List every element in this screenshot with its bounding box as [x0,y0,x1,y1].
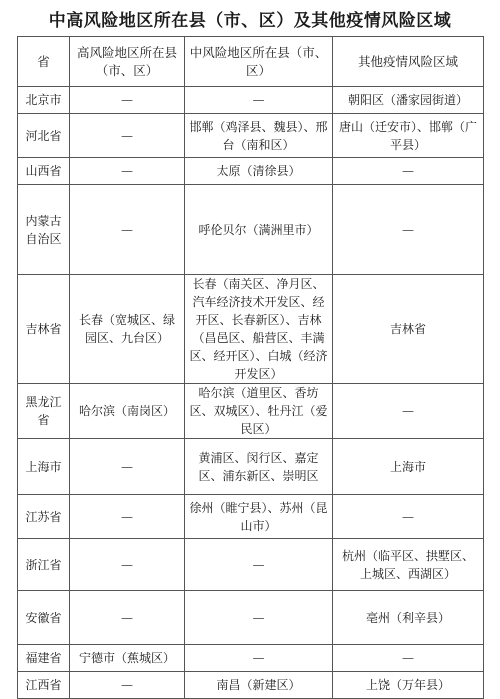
cell-other: 亳州（利辛县） [333,591,484,645]
cell-medium: 长春（南关区、净月区、汽车经济技术开发区、经开区、长春新区）、吉林（昌邑区、船营区、丰满区、经开区）、白城（经济开发区） [185,275,333,384]
cell-high: — [70,539,185,591]
cell-medium: 哈尔滨（道里区、香坊区、双城区）、牡丹江（爱民区） [185,384,333,439]
page-title: 中高风险地区所在县（市、区）及其他疫情风险区域 [48,10,452,31]
cell-medium: 徐州（睢宁县）、苏州（昆山市） [185,495,333,539]
cell-province: 内蒙古自治区 [18,185,70,275]
cell-high: — [70,158,185,185]
table-row [18,384,484,439]
table-row [18,114,484,158]
cell-high: — [70,591,185,645]
cell-province: 浙江省 [18,539,70,591]
cell-medium: — [185,539,333,591]
table-row [18,439,484,495]
cell-other: 上海市 [333,439,484,495]
cell-high: 宁德市（蕉城区） [70,645,185,672]
header-high-risk: 高风险地区所在县（市、区） [70,37,185,87]
table-row [18,672,484,699]
cell-medium: 南昌（新建区） [185,672,333,699]
cell-medium: — [185,87,333,114]
cell-province: 山西省 [18,158,70,185]
cell-province: 黑龙江省 [18,384,70,439]
cell-province: 河北省 [18,114,70,158]
table-row [18,158,484,185]
table-row [18,645,484,672]
cell-other: 朝阳区（潘家园街道） [333,87,484,114]
cell-medium: 黄浦区、闵行区、嘉定区、浦东新区、崇明区 [185,439,333,495]
cell-high: 长春（宽城区、绿园区、九台区） [70,275,185,384]
cell-other: — [333,185,484,275]
table-row [18,539,484,591]
cell-high: — [70,495,185,539]
cell-province: 安徽省 [18,591,70,645]
cell-other: — [333,645,484,672]
table-row [18,591,484,645]
table-row [18,185,484,275]
cell-other: 杭州（临平区、拱墅区、上城区、西湖区） [333,539,484,591]
cell-other: — [333,158,484,185]
table-row [18,275,484,384]
cell-medium: 太原（清徐县） [185,158,333,185]
cell-province: 吉林省 [18,275,70,384]
cell-high: — [70,439,185,495]
table-row [18,87,484,114]
cell-high: 哈尔滨（南岗区） [70,384,185,439]
cell-other: 唐山（迁安市）、邯郸（广平县） [333,114,484,158]
cell-high: — [70,185,185,275]
cell-province: 北京市 [18,87,70,114]
cell-other: 吉林省 [333,275,484,384]
cell-high: — [70,114,185,158]
cell-province: 江西省 [18,672,70,699]
cell-high: — [70,87,185,114]
cell-other: — [333,384,484,439]
cell-medium: 呼伦贝尔（满洲里市） [185,185,333,275]
header-other-risk: 其他疫情风险区域 [333,37,484,87]
cell-province: 上海市 [18,439,70,495]
cell-province: 江苏省 [18,495,70,539]
cell-medium: — [185,645,333,672]
header-province: 省 [18,37,70,87]
cell-province: 福建省 [18,645,70,672]
table-header-row [18,37,484,87]
cell-high: — [70,672,185,699]
header-medium-risk: 中风险地区所在县（市、区） [185,37,333,87]
table-row [18,495,484,539]
cell-medium: — [185,591,333,645]
cell-other: 上饶（万年县） [333,672,484,699]
risk-area-table [17,36,484,699]
cell-medium: 邯郸（鸡泽县、魏县）、邢台（南和区） [185,114,333,158]
cell-other: — [333,495,484,539]
